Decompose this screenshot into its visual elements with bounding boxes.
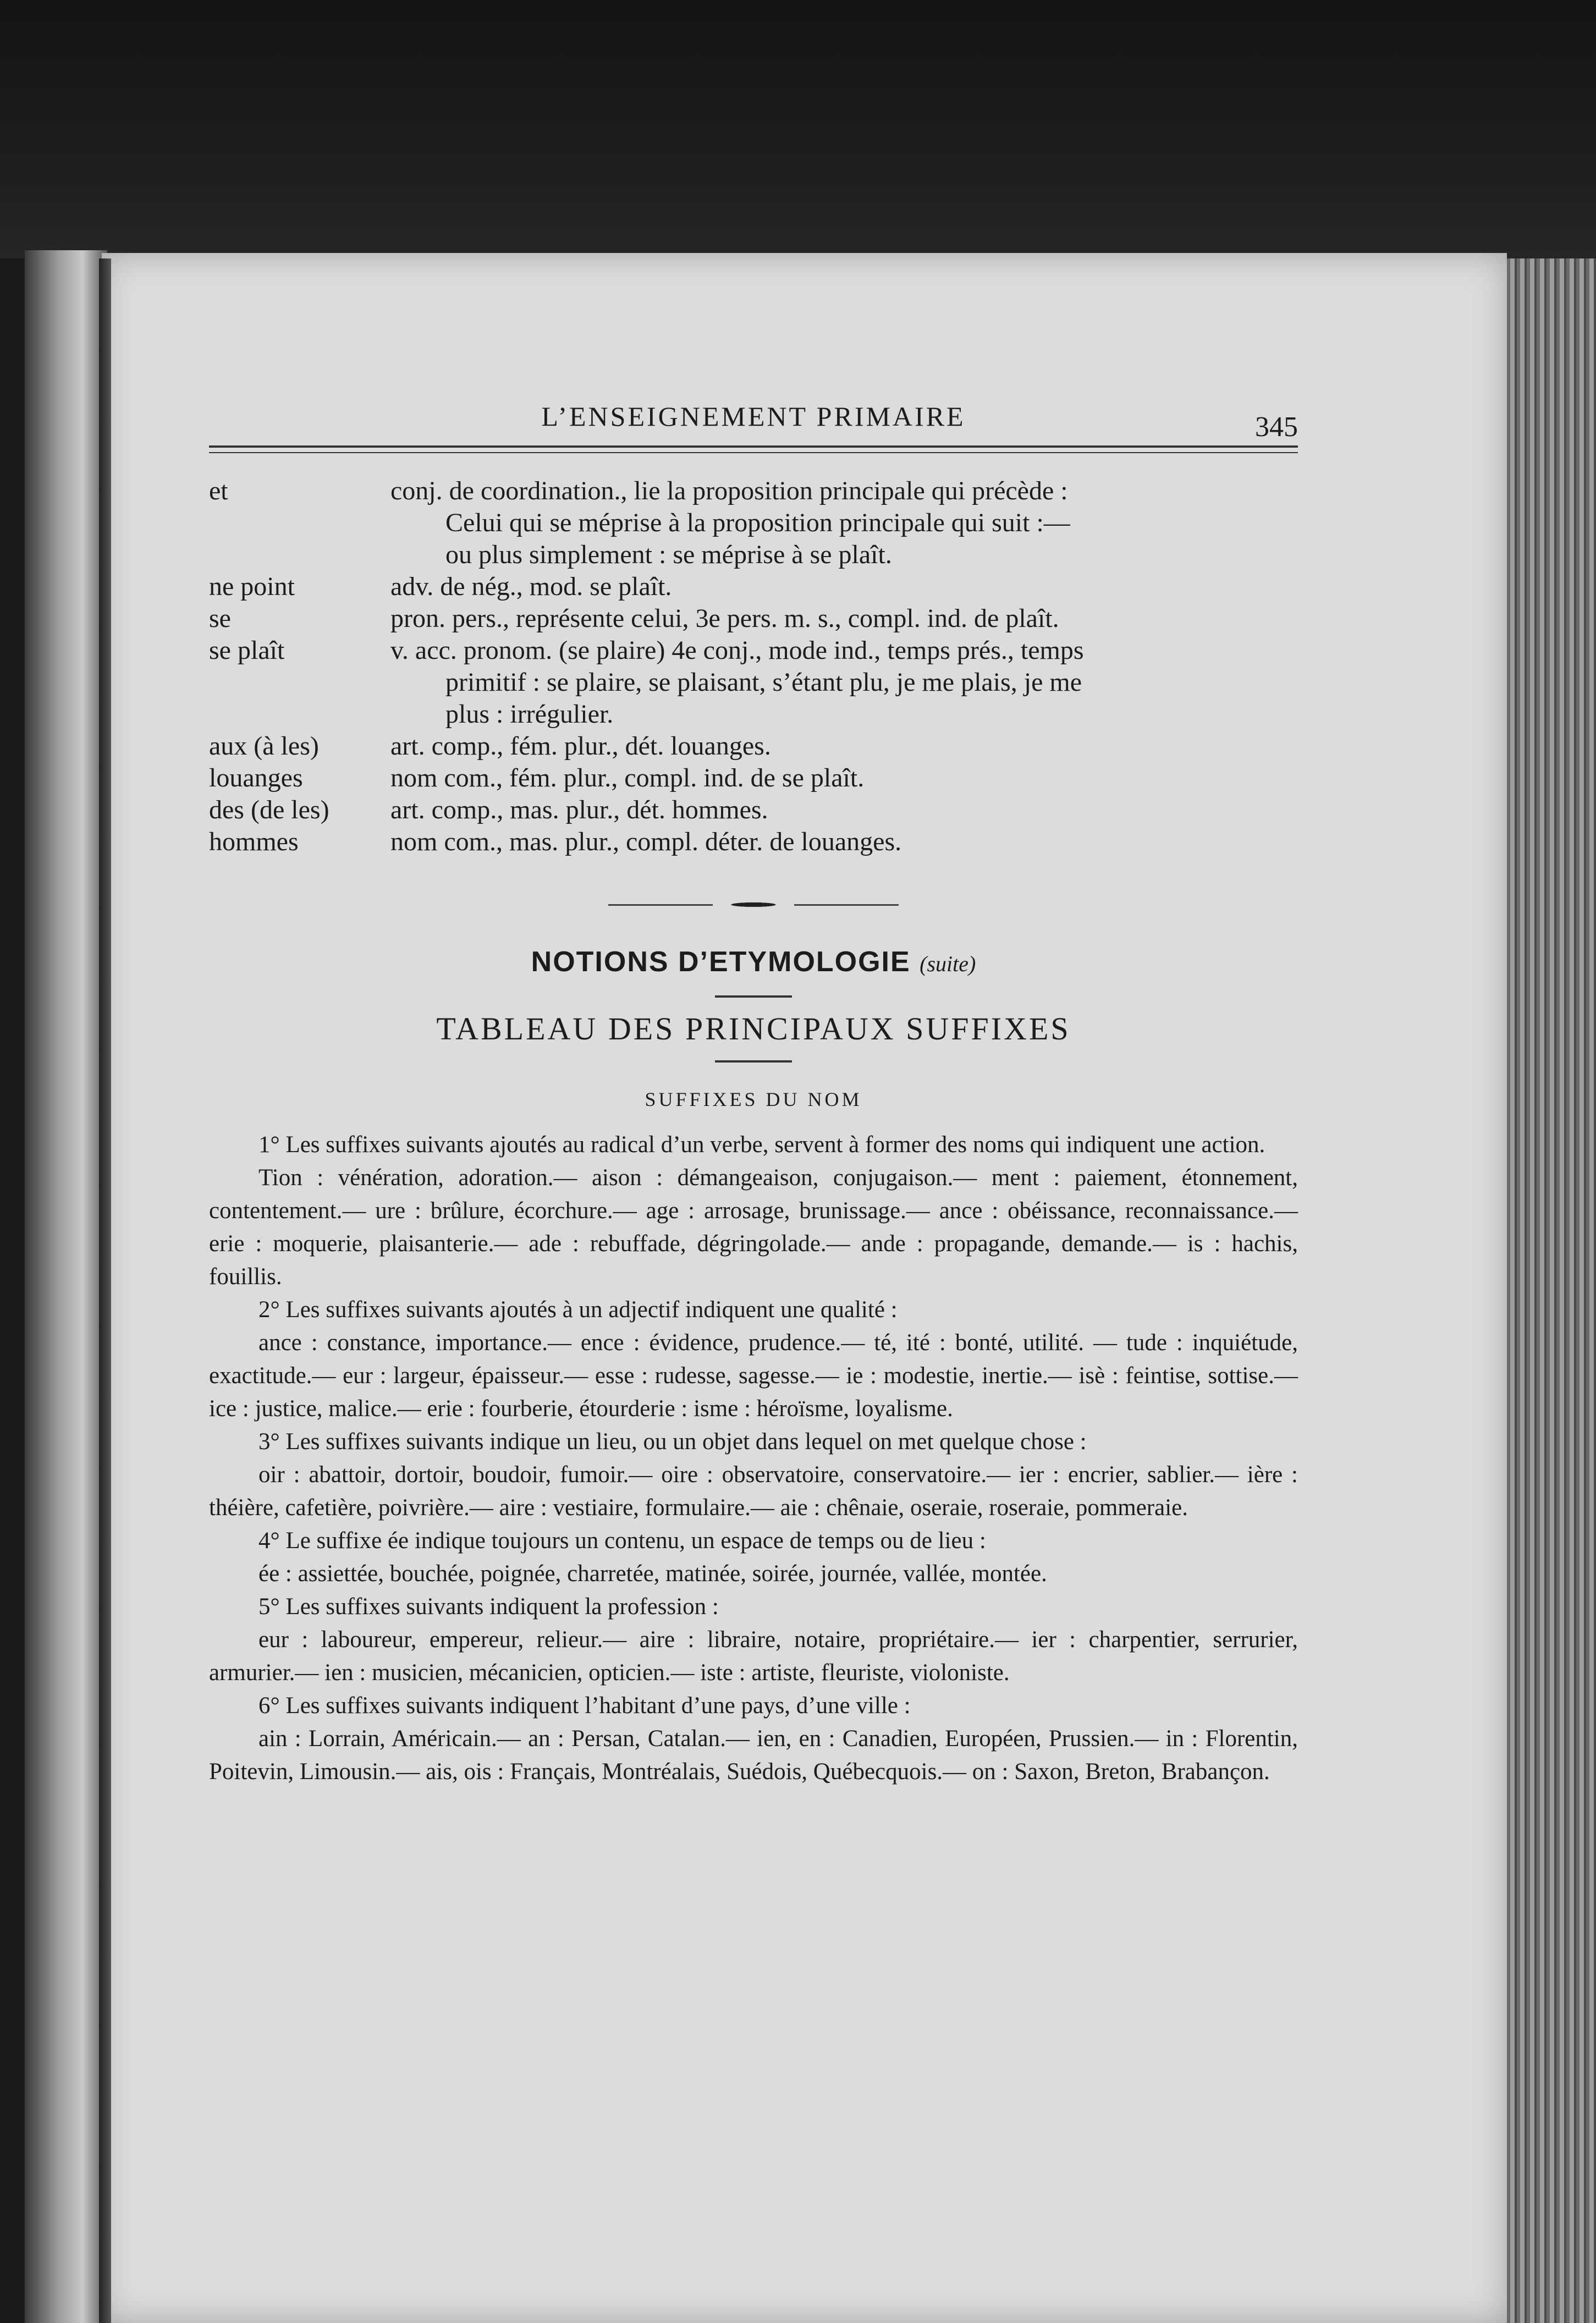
page-number: 345 [1255,411,1298,443]
suffix-paragraph: 2° Les suffixes suivants ajoutés à un adjectif indiquent une qualité : [258,1297,898,1323]
analysis-description-line: pron. pers., représente celui, 3e pers. m. s., compl. ind. de plaît. [390,604,1059,633]
page-edges [1507,258,1596,2323]
suffix-paragraph: Tion : vénération, adoration.— aison : démangeaison, conjugaison.— ment : paiement, étonnement, contentement.— ure : brûlure, écorchure.— age : arrosage, brunissage.— ance : obéissance, reconnaissance.— erie : moquerie, plaisanterie.— ade : rebuffade, dégringolade.— ande : propagande, demande.— is : hachis, fouillis. [209,1165,1298,1290]
analysis-description-line: nom com., fém. plur., compl. ind. de se plaît. [390,763,865,792]
analysis-row [209,762,1298,794]
running-header [209,385,1298,445]
analysis-description-continuation: Celui qui se méprise à la proposition principale qui suit :— [445,508,1070,537]
analysis-description-continuation: plus : irrégulier. [445,700,614,729]
book-binding [25,250,107,2323]
suffix-paragraph: ée : assiettée, bouchée, poignée, charretée, matinée, soirée, journée, vallée, montée. [258,1561,1047,1587]
section-title-text: NOTIONS D’ETYMOLOGIE [531,946,911,978]
analysis-description-line: art. comp., mas. plur., dét. hommes. [390,795,768,824]
analysis-word: hommes [209,827,299,856]
section-title-suite: (suite) [920,951,976,976]
suffix-paragraph: eur : laboureur, empereur, relieur.— aire : libraire, notaire, propriétaire.— ier : charpentier, serrurier, armurier.— ien : musicien, mécanicien, opticien.— iste : artiste, fleuriste, violoniste. [209,1627,1298,1686]
suffix-paragraphs [209,1129,1298,1788]
suffix-paragraph: oir : abattoir, dortoir, boudoir, fumoir.— oire : observatoire, conservatoire.— ier : encrier, sablier.— ière : théière, cafetière, poivrière.— aire : vestiaire, formulaire.— aie : chênaie, oseraie, roseraie, pommeraie. [209,1462,1298,1521]
scan-background [0,0,1596,258]
grammatical-analysis [209,475,1298,858]
analysis-description [390,826,1298,858]
analysis-word: des (de les) [209,795,329,824]
analysis-row [209,794,1298,826]
title-rule [715,995,792,998]
running-title: L’ENSEIGNEMENT PRIMAIRE [541,401,966,432]
analysis-description [390,571,1298,603]
suffix-paragraph: 6° Les suffixes suivants indiquent l’habitant d’une pays, d’une ville : [258,1693,911,1719]
suffix-paragraph: ain : Lorrain, Américain.— an : Persan, Catalan.— ien, en : Canadien, Européen, Prussien.— in : Florentin, Poitevin, Limousin.— ais, ois : Français, Montréalais, Suédois, Québecquois.— on : Saxon, Breton, Brabançon. [209,1726,1298,1785]
analysis-row [209,603,1298,635]
analysis-description-line: v. acc. pronom. (se plaire) 4e conj., mode ind., temps prés., temps [390,636,1084,665]
analysis-description [390,730,1298,762]
ornament-divider [209,896,1298,913]
analysis-word: louanges [209,763,303,792]
suffix-paragraph: 1° Les suffixes suivants ajoutés au radical d’un verbe, servent à former des noms qui indiquent une action. [258,1132,1265,1158]
page-content [209,385,1298,1788]
analysis-row [209,730,1298,762]
suffix-paragraph: 5° Les suffixes suivants indiquent la profession : [258,1594,719,1620]
analysis-row [209,635,1298,730]
analysis-word: se plaît [209,636,285,665]
analysis-row [209,826,1298,858]
analysis-description-line: conj. de coordination., lie la proposition principale qui précède : [390,476,1068,505]
header-rule [209,445,1298,453]
suffix-paragraph: ance : constance, importance.— ence : évidence, prudence.— té, ité : bonté, utilité. — tude : inquiétude, exactitude.— eur : largeur, épaisseur.— esse : rudesse, sagesse.— ie : modestie, inertie.— isè : feintise, sottise.— ice : justice, malice.— erie : fourberie, étourderie : isme : héroïsme, loyalisme. [209,1330,1298,1422]
analysis-row [209,475,1298,571]
analysis-description [390,762,1298,794]
analysis-description [390,794,1298,826]
analysis-description-line: nom com., mas. plur., compl. déter. de louanges. [390,827,902,856]
analysis-word: se [209,604,231,633]
suffix-paragraph: 4° Le suffixe ée indique toujours un contenu, un espace de temps ou de lieu : [258,1528,986,1554]
analysis-description [390,603,1298,635]
page-gutter [99,258,111,2323]
sub-title: SUFFIXES DU NOM [645,1088,862,1110]
analysis-description-continuation: primitif : se plaire, se plaisant, s’étant plu, je me plais, je me [445,668,1082,697]
table-title: TABLEAU DES PRINCIPAUX SUFFIXES [436,1011,1071,1047]
suffix-paragraph: 3° Les suffixes suivants indique un lieu, ou un objet dans lequel on met quelque chose : [258,1429,1087,1455]
section-title [209,946,1298,980]
analysis-description-continuation: ou plus simplement : se méprise à se plaît. [445,540,892,569]
analysis-word: et [209,476,228,505]
analysis-row [209,571,1298,603]
analysis-word: ne point [209,572,295,601]
analysis-word: aux (à les) [209,731,319,761]
title-rule [715,1060,792,1063]
analysis-description-line: art. comp., fém. plur., dét. louanges. [390,731,771,761]
analysis-description [390,475,1298,571]
analysis-description [390,635,1298,730]
analysis-description-line: adv. de nég., mod. se plaît. [390,572,672,601]
